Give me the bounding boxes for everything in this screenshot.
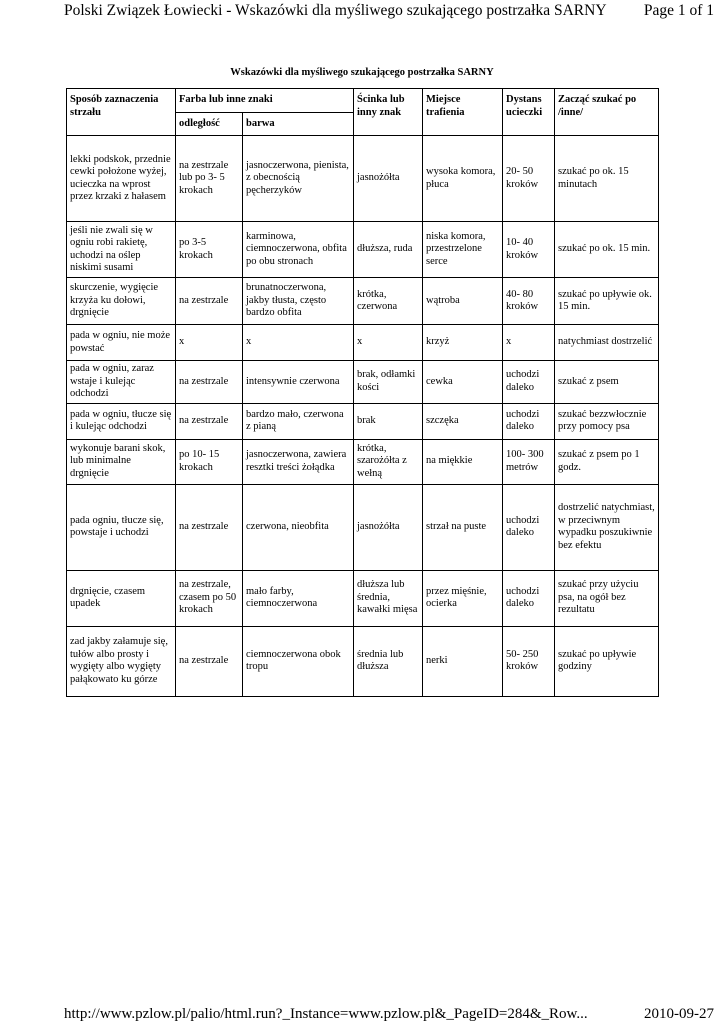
cell-odleglosc: po 10- 15 krokach (176, 439, 243, 484)
cell-scinka: krótka, czerwona (354, 278, 423, 325)
print-date: 2010-09-27 (644, 1006, 714, 1022)
cell-zaczac: szukać przy użyciu psa, na ogół bez rezultatu (555, 570, 659, 626)
cell-zaczac: szukać z psem po 1 godz. (555, 439, 659, 484)
cell-miejsce: krzyż (423, 325, 503, 361)
col-header-odleglosc: odległość (176, 113, 243, 136)
cell-miejsce: na miękkie (423, 439, 503, 484)
cell-sposob: drgnięcie, czasem upadek (67, 570, 176, 626)
cell-barwa: brunatnoczerwona, jakby tłusta, często bardzo obfita (243, 278, 354, 325)
page-url: http://www.pzlow.pl/palio/html.run?_Instance=www.pzlow.pl&_PageID=284&_Row... (64, 1006, 588, 1022)
cell-odleglosc: na zestrzale (176, 484, 243, 570)
cell-zaczac: szukać z psem (555, 361, 659, 404)
col-header-zaczac: Zacząć szukać po /inne/ (555, 89, 659, 136)
cell-dystans: uchodzi daleko (503, 361, 555, 404)
table-row (67, 361, 659, 404)
cell-odleglosc: po 3-5 krokach (176, 222, 243, 278)
cell-dystans: 20- 50 kroków (503, 136, 555, 222)
print-footer (0, 1006, 724, 1024)
cell-barwa: ciemnoczerwona obok tropu (243, 626, 354, 696)
table-row (67, 403, 659, 439)
cell-barwa: bardzo mało, czerwona z pianą (243, 403, 354, 439)
table-row (67, 136, 659, 222)
table-row (67, 222, 659, 278)
print-header (0, 2, 724, 22)
cell-zaczac: szukać bezzwłocznie przy pomocy psa (555, 403, 659, 439)
cell-sposob: pada ogniu, tłucze się, powstaje i uchodzi (67, 484, 176, 570)
cell-zaczac: szukać po ok. 15 min. (555, 222, 659, 278)
cell-sposob: lekki podskok, przednie cewki położone wyżej, ucieczka na wprost przez krzaki z hałasem (67, 136, 176, 222)
cell-miejsce: wysoka komora, płuca (423, 136, 503, 222)
cell-zaczac: natychmiast dostrzelić (555, 325, 659, 361)
table-row (67, 278, 659, 325)
cell-sposob: pada w ogniu, nie może powstać (67, 325, 176, 361)
cell-barwa: intensywnie czerwona (243, 361, 354, 404)
cell-odleglosc: na zestrzale lub po 3- 5 krokach (176, 136, 243, 222)
cell-barwa: jasnoczerwona, pienista, z obecnością pęcherzyków (243, 136, 354, 222)
cell-barwa: jasnoczerwona, zawiera resztki treści żołądka (243, 439, 354, 484)
col-header-dystans: Dystans ucieczki (503, 89, 555, 136)
cell-sposob: zad jakby załamuje się, tułów albo prosty i wygięty albo wygięty pałąkowato ku górze (67, 626, 176, 696)
cell-miejsce: nerki (423, 626, 503, 696)
cell-sposob: wykonuje barani skok, lub minimalne drgnięcie (67, 439, 176, 484)
cell-miejsce: wątroba (423, 278, 503, 325)
cell-dystans: uchodzi daleko (503, 484, 555, 570)
table-row (67, 626, 659, 696)
cell-dystans: uchodzi daleko (503, 570, 555, 626)
cell-odleglosc: na zestrzale (176, 278, 243, 325)
cell-zaczac: szukać po upływie ok. 15 min. (555, 278, 659, 325)
cell-scinka: x (354, 325, 423, 361)
cell-sposob: jeśli nie zwali się w ogniu robi rakietę, uchodzi na oślep niskimi susami (67, 222, 176, 278)
cell-dystans: x (503, 325, 555, 361)
cell-scinka: brak (354, 403, 423, 439)
cell-zaczac: szukać po ok. 15 minutach (555, 136, 659, 222)
table-row (67, 570, 659, 626)
cell-zaczac: dostrzelić natychmiast, w przeciwnym wypadku poszukiwnie bez efektu (555, 484, 659, 570)
cell-odleglosc: x (176, 325, 243, 361)
cell-dystans: uchodzi daleko (503, 403, 555, 439)
cell-scinka: brak, odłamki kości (354, 361, 423, 404)
document-title: Wskazówki dla myśliwego szukającego postrzałka SARNY (230, 67, 494, 78)
col-header-farba: Farba lub inne znaki (176, 89, 354, 113)
cell-dystans: 10- 40 kroków (503, 222, 555, 278)
header-row (67, 89, 659, 113)
table-row (67, 325, 659, 361)
cell-miejsce: cewka (423, 361, 503, 404)
col-header-scinka: Ścinka lub inny znak (354, 89, 423, 136)
cell-scinka: krótka, szarożółta z wełną (354, 439, 423, 484)
cell-sposob: pada w ogniu, tłucze się i kulejąc odchodzi (67, 403, 176, 439)
cell-miejsce: niska komora, przestrzelone serce (423, 222, 503, 278)
col-header-barwa: barwa (243, 113, 354, 136)
cell-dystans: 50- 250 kroków (503, 626, 555, 696)
cell-scinka: średnia lub dłuższa (354, 626, 423, 696)
cell-miejsce: szczęka (423, 403, 503, 439)
cell-scinka: jasnożółta (354, 484, 423, 570)
cell-odleglosc: na zestrzale (176, 361, 243, 404)
col-header-miejsce: Miejsce trafienia (423, 89, 503, 136)
cell-miejsce: przez mięśnie, ocierka (423, 570, 503, 626)
cell-miejsce: strzał na puste (423, 484, 503, 570)
cell-odleglosc: na zestrzale (176, 403, 243, 439)
table-row (67, 439, 659, 484)
cell-dystans: 100- 300 metrów (503, 439, 555, 484)
cell-dystans: 40- 80 kroków (503, 278, 555, 325)
cell-scinka: dłuższa, ruda (354, 222, 423, 278)
cell-barwa: x (243, 325, 354, 361)
page-title: Polski Związek Łowiecki - Wskazówki dla myśliwego szukającego postrzałka SARNY (64, 2, 607, 19)
cell-barwa: czerwona, nieobfita (243, 484, 354, 570)
cell-barwa: karminowa, ciemnoczerwona, obfita po obu stronach (243, 222, 354, 278)
cell-scinka: dłuższa lub średnia, kawałki mięsa (354, 570, 423, 626)
cell-barwa: mało farby, ciemnoczerwona (243, 570, 354, 626)
cell-zaczac: szukać po upływie godziny (555, 626, 659, 696)
cell-sposob: pada w ogniu, zaraz wstaje i kulejąc odchodzi (67, 361, 176, 404)
col-header-sposob: Sposób zaznaczenia strzału (67, 89, 176, 136)
cell-odleglosc: na zestrzale, czasem po 50 krokach (176, 570, 243, 626)
table-row (67, 484, 659, 570)
page-number: Page 1 of 1 (643, 2, 714, 19)
cell-scinka: jasnożółta (354, 136, 423, 222)
cell-sposob: skurczenie, wygięcie krzyża ku dołowi, drgnięcie (67, 278, 176, 325)
cell-odleglosc: na zestrzale (176, 626, 243, 696)
guidance-table (66, 88, 659, 697)
